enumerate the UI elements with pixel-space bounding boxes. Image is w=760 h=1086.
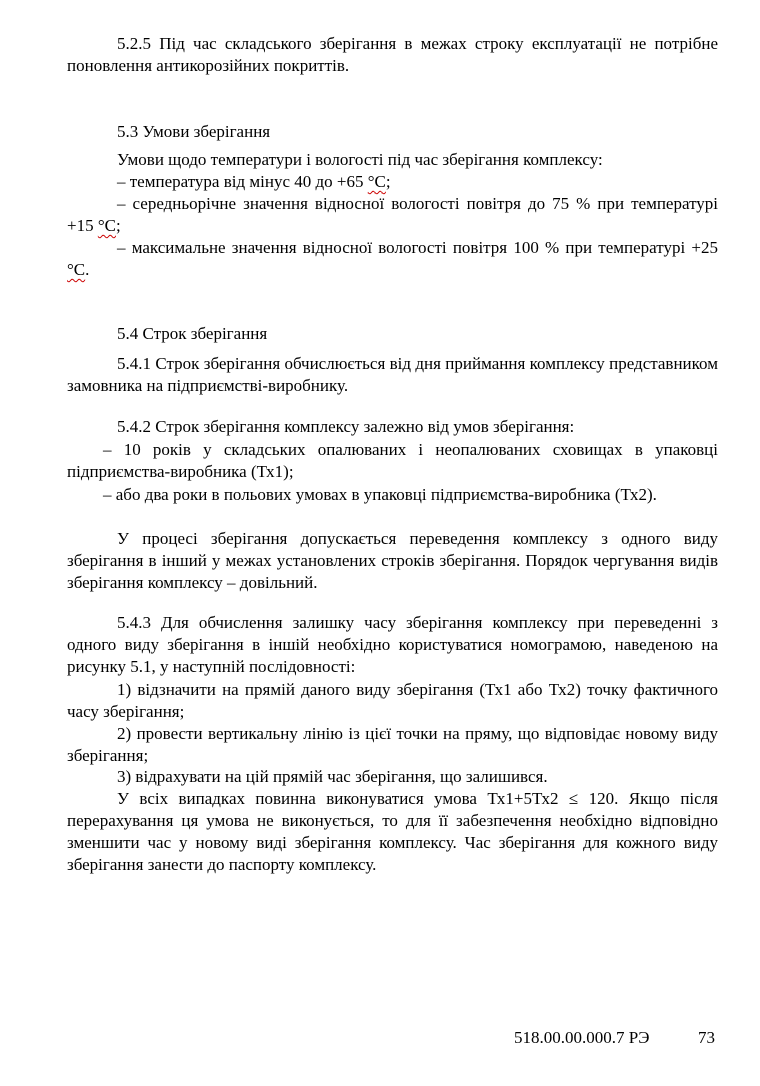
paragraph-final-condition: У всіх випадках повинна виконуватися умова Тх1+5Тх2 ≤ 120. Якщо після перерахування ця умова не виконується, то для її забезпечення необхідно відповідно зменшити час у новому виді зберігання комплексу. Час зберігання для кожного виду зберігання занести до паспорту комплексу. <box>67 789 718 874</box>
condition-temperature-text: – температура від мінус 40 до +65 <box>117 172 368 191</box>
footer-page-number: 73 <box>698 1028 715 1047</box>
heading-5-3: 5.3 Умови зберігання <box>117 122 271 141</box>
procedure-step-1: 1) відзначити на прямій даного виду зберігання (Тх1 або Тх2) точку фактичного часу зберігання; <box>67 680 718 721</box>
condition-humidity-75-end: ; <box>115 216 121 235</box>
condition-humidity-100-end: . <box>85 260 90 279</box>
storage-option-field: – або два роки в польових умовах в упаковці підприємства-виробника (Тх2). <box>103 485 657 504</box>
procedure-step-2: 2) провести вертикальну лінію із цієї точки на пряму, що відповідає новому виду зберігання; <box>67 724 718 765</box>
condition-humidity-100 <box>67 237 718 281</box>
paragraph-5-4-3: 5.4.3 Для обчислення залишку часу зберігання комплексу при переведенні з одного виду зберігання в іншій необхідно користуватися номограмою, наведеною на рисунку 5.1, у наступній послідовності: <box>67 613 718 676</box>
condition-humidity-75 <box>67 193 718 237</box>
condition-temperature-end: ; <box>385 172 391 191</box>
storage-option-warehouse: – 10 років у складських опалюваних і неопалюваних сховищах в упаковці підприємства-виробника (Тх1); <box>67 440 718 481</box>
footer-document-code: 518.00.00.000.7 РЭ <box>514 1028 650 1047</box>
degree-celsius-unit: °С <box>97 216 116 235</box>
paragraph-5-4-2-transfer: У процесі зберігання допускається переведення комплексу з одного виду зберігання в інший у межах установлених строків зберігання. Порядок чергування видів зберігання комплексу – довільний. <box>67 529 718 592</box>
condition-humidity-100-text: – максимальне значення відносної вологості повітря 100 % при температурі +25 <box>117 238 718 257</box>
paragraph-5-4-2-title: 5.4.2 Строк зберігання комплексу залежно від умов зберігання: <box>117 417 575 436</box>
conditions-intro: Умови щодо температури і вологості під час зберігання комплексу: <box>117 150 603 169</box>
condition-humidity-75-text: – середньорічне значення відносної вологості повітря до 75 % при температурі +15 <box>67 194 718 235</box>
paragraph-5-2-5: 5.2.5 Під час складського зберігання в межах строку експлуатації не потрібне поновлення антикорозійних покриттів. <box>67 34 718 75</box>
procedure-step-3: 3) відрахувати на цій прямій час зберігання, що залишився. <box>117 767 548 786</box>
degree-celsius-unit: °С <box>367 172 386 191</box>
paragraph-5-4-1: 5.4.1 Строк зберігання обчислюється від дня приймання комплексу представником замовника на підприємстві-виробнику. <box>67 354 718 395</box>
degree-celsius-unit: °С <box>67 260 86 279</box>
heading-5-4: 5.4 Строк зберігання <box>117 324 268 343</box>
condition-temperature <box>67 171 718 193</box>
